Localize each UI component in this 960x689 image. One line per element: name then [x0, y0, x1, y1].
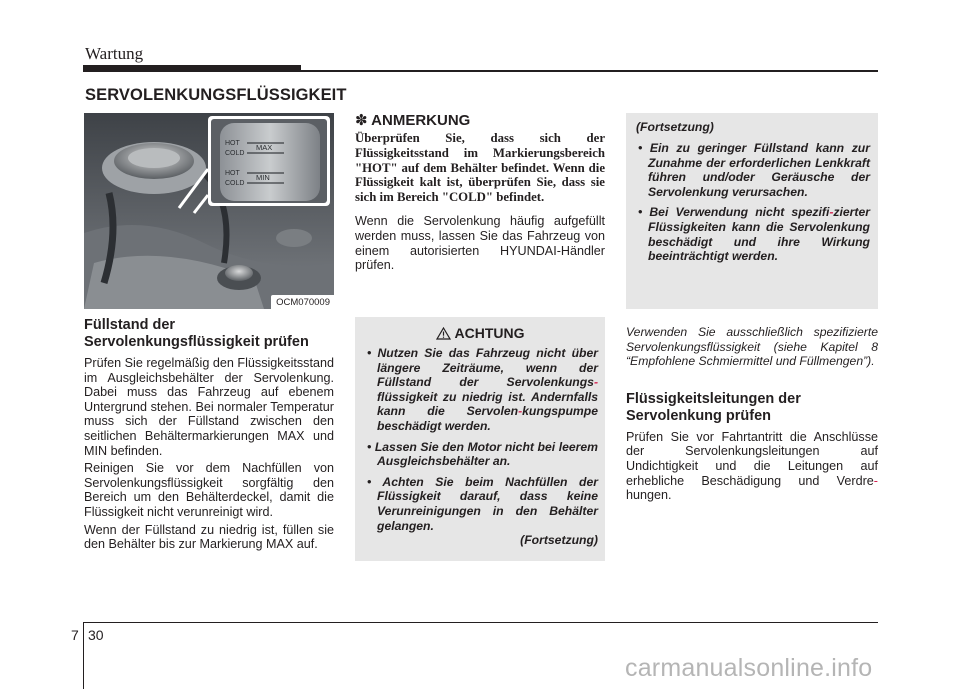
fill-level-section — [84, 317, 334, 555]
lines-paragraph: Prüfen Sie vor Fahrtantritt die Anschlüsse der Servolenkungsleitungen auf Undichtigkeit und die Leitungen auf erhebliche Beschädigung und Verdre-hungen. — [626, 429, 878, 503]
lines-heading-line1: Flüssigkeitsleitungen der — [626, 390, 801, 407]
tank-label-hot-min: HOT — [225, 170, 240, 177]
caution-cont-list — [636, 141, 870, 270]
note-section — [355, 111, 605, 276]
chapter-title: Wartung — [85, 44, 144, 63]
tank-label-cold-min: COLD — [225, 180, 245, 187]
footer-rule — [83, 622, 878, 623]
reference-note: Verwenden Sie ausschließlich spezifizierte Servolenkungsflüssigkeit (siehe Kapitel 8 “Empfohlene Schmiermittel und Füllmengen”). — [626, 325, 878, 369]
caution-bullet-1: • Nutzen Sie das Fahrzeug nicht über längere Zeiträume, wenn der Füllstand der Servolenkungs-flüssigkeit zu niedrig ist. Andernfalls kann die Servolen-kungspumpe beschädigt werden. — [367, 346, 598, 433]
tank-label-hot-max: HOT — [225, 140, 240, 147]
photo-caption: OCM070009 — [271, 295, 334, 309]
chapter-number: 7 — [71, 627, 79, 643]
note-title: ✽ ANMERKUNG — [355, 112, 471, 129]
warning-triangle-icon — [436, 327, 451, 340]
lines-heading-line2: Servolenkung prüfen — [626, 407, 772, 424]
header-rule — [83, 70, 878, 72]
page-number: 30 — [88, 627, 104, 643]
fill-level-heading-line1: Füllstand der — [84, 317, 176, 333]
watermark: carmanualsonline.info — [625, 654, 873, 682]
fill-level-paragraph-1: Prüfen Sie regelmäßig den Flüssigkeitsstand im Ausgleichsbehälter der Servolenkung. Dabei muss das Fahrzeug auf ebenem Untergrund stehen. Bei normaler Temperatur muss sich der Füllstand zwischen den seitlichen Behältermarkierungen MAX und MIN befinden. — [84, 356, 334, 458]
caution-bullet-3: • Achten Sie beim Nachfüllen der Flüssigkeit darauf, dass keine Verunreinigungen in den Behälter gelangen. — [367, 474, 598, 533]
caution-cont-bullet-1: • Ein zu geringer Füllstand kann zur Zunahme der erforderlichen Lenkkraft führen und/oder Geräusche der Servolenkung verursachen. — [638, 141, 870, 199]
fill-level-paragraph-3: Wenn der Füllstand zu niedrig ist, füllen sie den Behälter bis zur Markierung MAX auf. — [84, 522, 334, 552]
fill-level-heading-line2: Servolenkungsflüssigkeit prüfen — [84, 334, 309, 350]
tank-label-cold-max: COLD — [225, 150, 245, 157]
caution-bullet-2: • Lassen Sie den Motor nicht bei leerem Ausgleichsbehälter an. — [367, 439, 598, 469]
note-followup: Wenn die Servolenkung häufig aufgefüllt werden muss, lassen Sie das Fahrzeug von einem autorisierten HYUNDAI-Händler prüfen. — [355, 213, 605, 273]
caution-cont-label: (Fortsetzung) — [636, 120, 714, 134]
tank-label-min: MIN — [256, 173, 270, 182]
footer-divider — [83, 622, 84, 689]
engine-photo — [84, 113, 334, 309]
caution-title: ACHTUNG — [454, 325, 525, 341]
section-title: SERVOLENKUNGSFLÜSSIGKEIT — [85, 86, 347, 104]
caution-cont-bullet-2: • Bei Verwendung nicht spezifi-zierter Flüssigkeiten kann die Servolenkung beschädigt und ihre Wirkung beeinträchtigt werden. — [638, 205, 871, 264]
fill-level-paragraph-2: Reinigen Sie vor dem Nachfüllen von Servolenkungsflüssigkeit sorgfältig den Bereich um den Behälterdeckel, damit die Flüssigkeit nicht verunreinigt wird. — [84, 461, 334, 519]
caution-continued-box — [626, 113, 878, 309]
note-body: Überprüfen Sie, dass sich der Flüssigkeitsstand im Markierungsbereich "HOT" auf dem Behälter befindet. Wenn die Flüssigkeit kalt ist, überprüfen Sie, dass sie sich im Bereich "COLD" befindet. — [355, 131, 605, 205]
caution-list — [365, 346, 598, 535]
tank-label-max: MAX — [256, 143, 273, 152]
caution-header — [355, 325, 605, 341]
caution-box — [355, 317, 605, 561]
lines-section — [626, 325, 878, 506]
engine-illustration — [84, 113, 334, 309]
caution-continued: (Fortsetzung) — [520, 533, 598, 547]
